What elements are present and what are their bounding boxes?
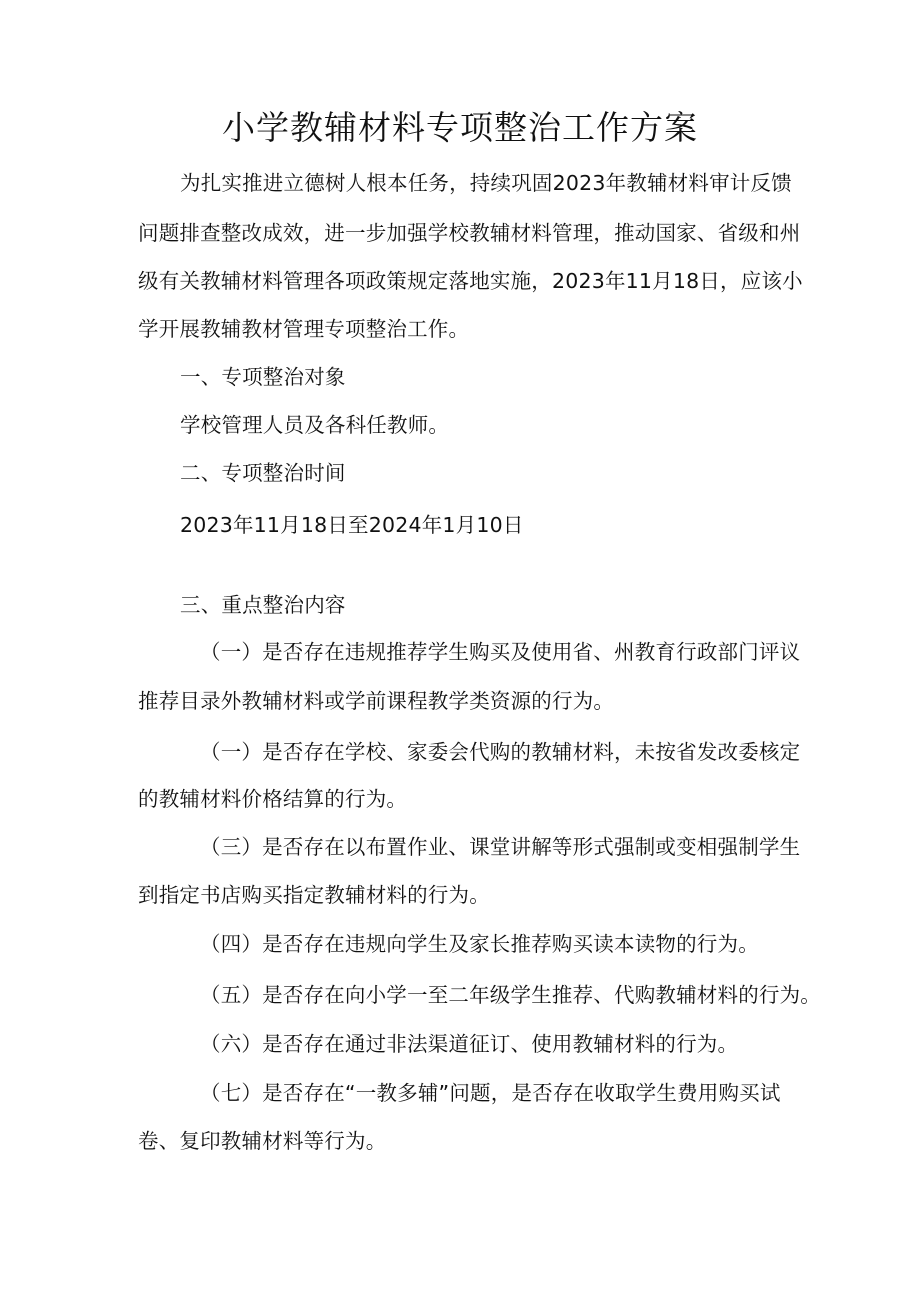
section-1-body: 学校管理人员及各科任教师。 xyxy=(180,413,450,437)
section-1-heading: 一、专项整治对象 xyxy=(180,365,346,389)
item-1-line-1: （一）是否存在违规推荐学生购买及使用省、州教育行政部门评议 xyxy=(200,640,801,664)
section-3-heading: 三、重点整治内容 xyxy=(180,593,346,617)
item-4-line-1: （四）是否存在违规向学生及家长推荐购买读本读物的行为。 xyxy=(200,932,759,956)
section-2-body: 2023年11月18日至2024年1月10日 xyxy=(180,513,524,537)
intro-line-3: 级有关教辅材料管理各项政策规定落地实施，2023年11月18日，应该小 xyxy=(138,269,803,293)
intro-line-1: 为扎实推进立德树人根本任务，持续巩固2023年教辅材料审计反馈 xyxy=(180,171,792,195)
intro-line-4: 学开展教辅教材管理专项整治工作。 xyxy=(138,317,470,341)
item-7-line-2: 卷、复印教辅材料等行为。 xyxy=(138,1129,387,1153)
item-3-line-1: （三）是否存在以布置作业、课堂讲解等形式强制或变相强制学生 xyxy=(200,835,801,859)
document-title: 小学教辅材料专项整治工作方案 xyxy=(222,108,698,147)
item-3-line-2: 到指定书店购买指定教辅材料的行为。 xyxy=(138,883,490,907)
item-6-line-1: （六）是否存在通过非法渠道征订、使用教辅材料的行为。 xyxy=(200,1032,739,1056)
item-7-line-1: （七）是否存在“一教多辅”问题，是否存在收取学生费用购买试 xyxy=(200,1081,781,1105)
item-2-line-1: （一）是否存在学校、家委会代购的教辅材料，未按省发改委核定 xyxy=(200,740,801,764)
item-1-line-2: 推荐目录外教辅材料或学前课程教学类资源的行为。 xyxy=(138,689,615,713)
item-5-line-1: （五）是否存在向小学一至二年级学生推荐、代购教辅材料的行为。 xyxy=(200,983,821,1007)
section-2-heading: 二、专项整治时间 xyxy=(180,461,346,485)
intro-line-2: 问题排查整改成效，进一步加强学校教辅材料管理，推动国家、省级和州 xyxy=(138,221,801,245)
item-2-line-2: 的教辅材料价格结算的行为。 xyxy=(138,787,408,811)
